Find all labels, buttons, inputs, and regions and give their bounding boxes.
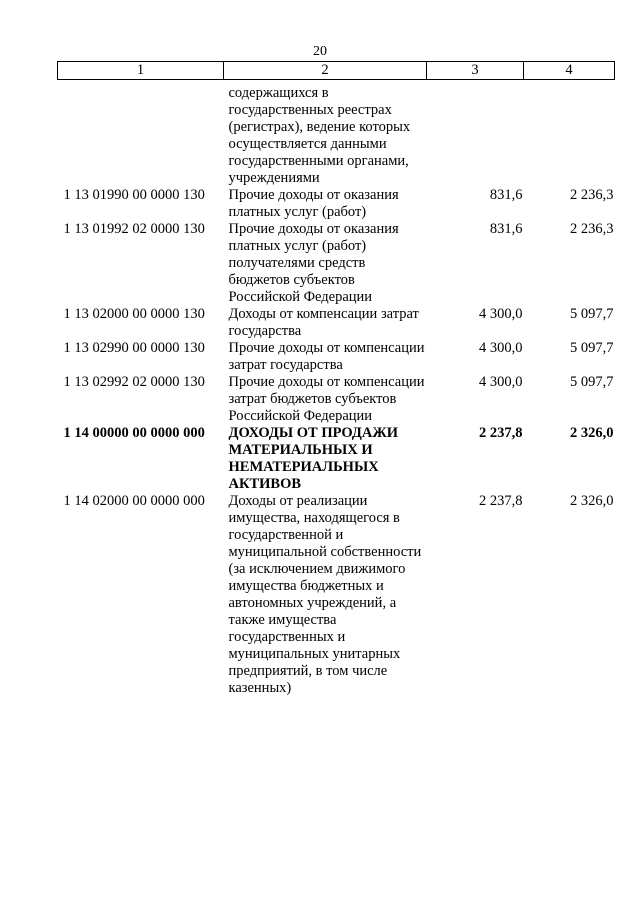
amount-col3-cell: 4 300,0 — [479, 340, 523, 356]
table-row — [58, 306, 615, 340]
table-row-section-total — [58, 425, 615, 493]
amount-col3-cell: 831,6 — [489, 187, 523, 203]
budget-code-cell: 1 13 02990 00 0000 130 — [63, 340, 205, 356]
table-row — [58, 80, 615, 188]
column-header-2: 2 — [224, 62, 427, 80]
item-name-cell: Прочие доходы от компенсации затрат бюджетов субъектов Российской Федерации — [228, 374, 425, 424]
item-name-cell: Прочие доходы от оказания платных услуг (работ) получателями средств бюджетов субъектов Российской Федерации — [228, 221, 399, 305]
item-name-cell: содержащихся в государственных реестрах (регистрах), ведение которых осуществляется данными государственными органами, учреждениями — [228, 85, 411, 186]
budget-code-cell: 1 13 02992 02 0000 130 — [63, 374, 205, 390]
amount-col4-cell: 2 326,0 — [570, 425, 614, 441]
budget-code-cell: 1 14 02000 00 0000 000 — [63, 493, 205, 509]
item-name-cell: Прочие доходы от компенсации затрат государства — [228, 340, 425, 373]
table-row — [58, 340, 615, 374]
column-header-4: 4 — [524, 62, 615, 80]
table-row — [58, 374, 615, 425]
budget-code-cell: 1 13 02000 00 0000 130 — [63, 306, 205, 322]
amount-col4-cell: 5 097,7 — [570, 340, 614, 356]
item-name-cell: ДОХОДЫ ОТ ПРОДАЖИ МАТЕРИАЛЬНЫХ И НЕМАТЕРИАЛЬНЫХ АКТИВОВ — [228, 425, 398, 492]
amount-col4-cell: 5 097,7 — [570, 306, 614, 322]
budget-code-cell: 1 13 01990 00 0000 130 — [63, 187, 205, 203]
amount-col4-cell: 2 236,3 — [570, 187, 614, 203]
budget-code-cell: 1 14 00000 00 0000 000 — [63, 425, 205, 441]
amount-col3-cell: 2 237,8 — [479, 493, 523, 509]
column-header-1: 1 — [58, 62, 224, 80]
table-row — [58, 187, 615, 221]
item-name-cell: Доходы от компенсации затрат государства — [228, 306, 419, 339]
amount-col3-cell: 2 237,8 — [479, 425, 523, 441]
table-row — [58, 221, 615, 306]
budget-code-cell — [58, 80, 224, 188]
item-name-cell: Доходы от реализации имущества, находящегося в государственной и муниципальной собственности (за исключением движимого имущества бюджетных и автономных учреждений, а также имущества государственных и муниципальных унитарных предприятий, в том числе казенных) — [228, 493, 422, 696]
budget-code-cell: 1 13 01992 02 0000 130 — [63, 221, 205, 237]
budget-revenue-table — [57, 61, 615, 697]
amount-col3-cell: 4 300,0 — [479, 374, 523, 390]
amount-col3-cell: 831,6 — [489, 221, 523, 237]
amount-col4-cell — [524, 80, 615, 188]
page-number: 20 — [313, 44, 327, 59]
amount-col4-cell: 2 236,3 — [570, 221, 614, 237]
column-header-3: 3 — [427, 62, 524, 80]
table-row — [58, 493, 615, 697]
amount-col4-cell: 2 326,0 — [570, 493, 614, 509]
table-header-row — [58, 62, 615, 80]
amount-col3-cell — [427, 80, 524, 188]
amount-col4-cell: 5 097,7 — [570, 374, 614, 390]
item-name-cell: Прочие доходы от оказания платных услуг (работ) — [228, 187, 399, 220]
amount-col3-cell: 4 300,0 — [479, 306, 523, 322]
